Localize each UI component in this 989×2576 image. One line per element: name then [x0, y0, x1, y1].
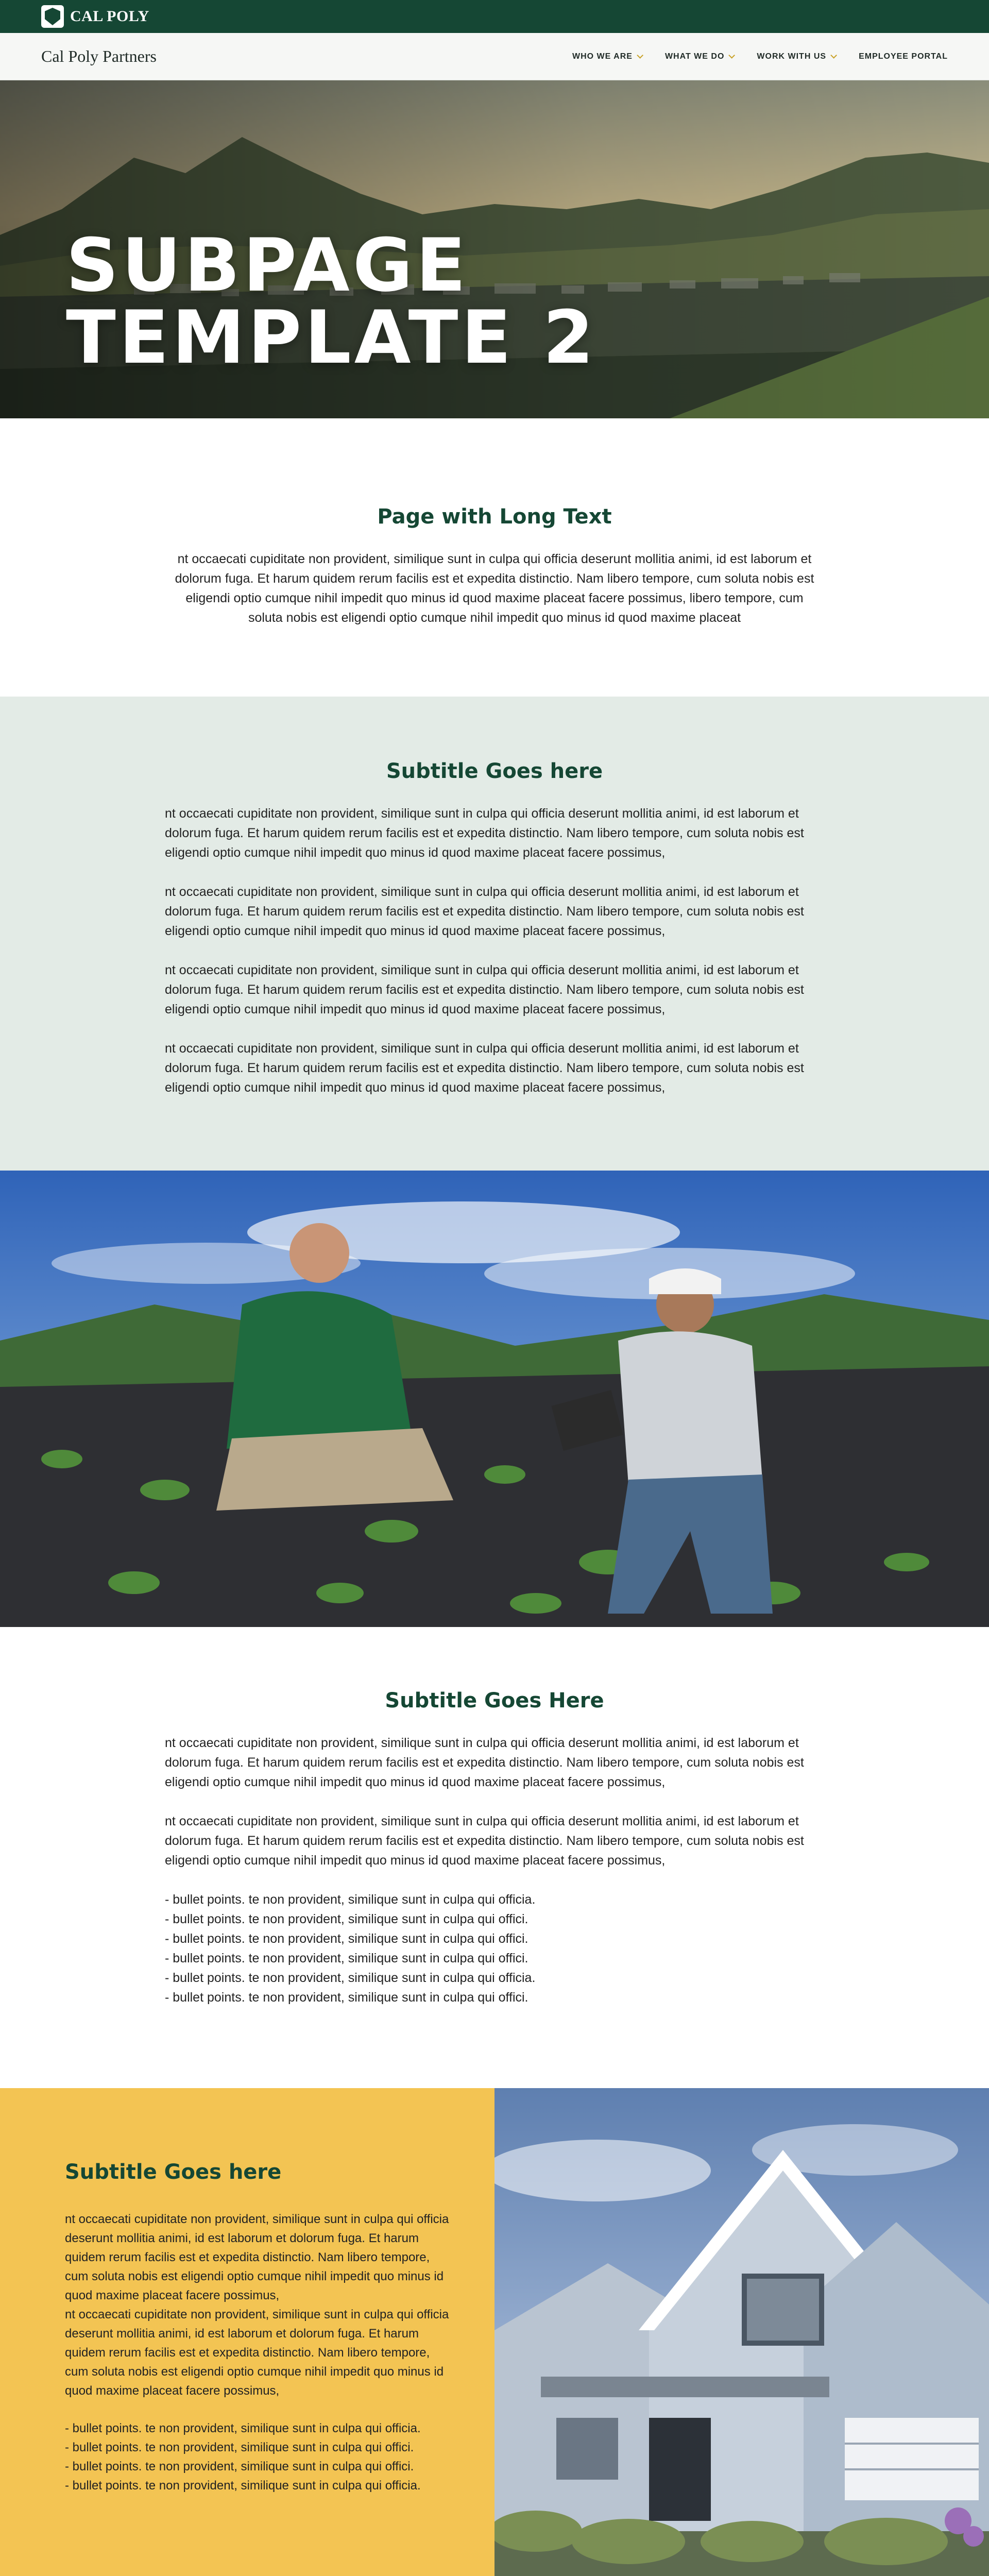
hero-title-line-1: SUBPAGE	[66, 223, 469, 308]
nav-employee-portal[interactable]	[859, 52, 948, 61]
farm-field-photo	[0, 1171, 989, 1627]
cal-poly-logo[interactable]	[41, 5, 149, 28]
bullet-list	[65, 2419, 453, 2495]
nav-who-we-are[interactable]	[572, 52, 641, 61]
body-paragraph: nt occaecati cupiditate non provident, similique sunt in culpa qui officia deserunt mollitia animi, id est laborum et dolorum fuga. Et harum quidem rerum facilis est et expedita distinctio. Nam libero tempore, cum soluta nobis est eligendi optio cumque nihil impedit quo minus id quod maxime placeat facere possimus,	[65, 2212, 449, 2302]
bullet-list	[165, 1890, 824, 2007]
chevron-down-icon	[637, 52, 643, 59]
body-paragraph: nt occaecati cupiditate non provident, similique sunt in culpa qui officia deserunt mollitia animi, id est laborum et dolorum fuga. Et harum quidem rerum facilis est et expedita distinctio. Nam libero tempore, cum soluta nobis est eligendi optio cumque nihil impedit quo minus id quod maxime placeat facere possimus,	[165, 885, 804, 938]
body-paragraph: nt occaecati cupiditate non provident, similique sunt in culpa qui officia deserunt mollitia animi, id est laborum et dolorum fuga. Et harum quidem rerum facilis est et expedita distinctio. Nam libero tempore, cum soluta nobis est eligendi optio cumque nihil impedit quo minus id quod maxime placeat facere possimus,	[165, 963, 804, 1016]
brand-bar	[0, 0, 989, 33]
body-paragraph: nt occaecati cupiditate non provident, similique sunt in culpa qui officia deserunt mollitia animi, id est laborum et dolorum fuga. Et harum quidem rerum facilis est et expedita distinctio. Nam libero tempore, cum soluta nobis est eligendi optio cumque nihil impedit quo minus id quod maxime placeat facere possimus,	[165, 1814, 804, 1868]
split-section	[0, 2088, 989, 2576]
nav-label: EMPLOYEE PORTAL	[859, 52, 948, 61]
chevron-down-icon	[830, 52, 837, 59]
section-heading: Subtitle Goes here	[65, 2160, 282, 2184]
house-photo	[494, 2088, 989, 2576]
split-text-panel	[0, 2088, 494, 2576]
bullet-item: - bullet points. te non provident, similique sunt in culpa qui offici.	[165, 1951, 528, 1965]
nav-what-we-do[interactable]	[665, 52, 733, 61]
hero-banner	[0, 80, 989, 418]
body-paragraph: nt occaecati cupiditate non provident, similique sunt in culpa qui officia deserunt mollitia animi, id est laborum et dolorum fuga. Et harum quidem rerum facilis est et expedita distinctio. Nam libero tempore, cum soluta nobis est eligendi optio cumque nihil impedit quo minus id quod maxime placeat facere possimus,	[165, 1736, 804, 1789]
chevron-down-icon	[729, 52, 736, 59]
section-heading: Page with Long Text	[377, 505, 612, 529]
split-image-panel	[494, 2088, 989, 2576]
bullet-item: - bullet points. te non provident, similique sunt in culpa qui officia.	[165, 1892, 536, 1907]
white-text-section	[0, 1627, 989, 2088]
body-paragraph: nt occaecati cupiditate non provident, similique sunt in culpa qui officia deserunt mollitia animi, id est laborum et dolorum fuga. Et harum quidem rerum facilis est et expedita distinctio. Nam libero tempore, cum soluta nobis est eligendi optio cumque nihil impedit quo minus id quod maxime placeat facere possimus,	[65, 2308, 449, 2398]
bullet-item: - bullet points. te non provident, similique sunt in culpa qui officia.	[65, 2421, 421, 2435]
brand-wordmark: CAL POLY	[70, 8, 149, 25]
long-text-body: nt occaecati cupiditate non provident, similique sunt in culpa qui officia deserunt mollitia animi, id est laborum et dolorum fuga. Et harum quidem rerum facilis est et expedita distinctio. Nam libero tempore, cum soluta nobis est eligendi optio cumque nihil impedit quo minus id quod maxime placeat facere possimus, libero tempore, cum soluta nobis est eligendi optio cumque nihil impedit quo minus id quod maxime placeat	[175, 552, 814, 625]
mint-text-section	[0, 697, 989, 1171]
bullet-item: - bullet points. te non provident, similique sunt in culpa qui officia.	[165, 1971, 536, 1985]
bullet-item: - bullet points. te non provident, similique sunt in culpa qui offici.	[165, 1990, 528, 2005]
main-nav	[572, 52, 948, 61]
body-paragraph: nt occaecati cupiditate non provident, similique sunt in culpa qui officia deserunt mollitia animi, id est laborum et dolorum fuga. Et harum quidem rerum facilis est et expedita distinctio. Nam libero tempore, cum soluta nobis est eligendi optio cumque nihil impedit quo minus id quod maxime placeat facere possimus,	[165, 1041, 804, 1095]
bullet-item: - bullet points. te non provident, similique sunt in culpa qui officia.	[65, 2479, 421, 2493]
nav-work-with-us[interactable]	[757, 52, 835, 61]
site-header	[0, 33, 989, 80]
nav-label: WHAT WE DO	[664, 52, 725, 61]
hero-title-line-2: TEMPLATE 2	[66, 295, 597, 380]
nav-label: WHO WE ARE	[572, 52, 633, 61]
nav-label: WORK WITH US	[757, 52, 827, 61]
bullet-item: - bullet points. te non provident, similique sunt in culpa qui offici.	[65, 2460, 414, 2473]
cal-poly-seal-icon	[41, 5, 64, 28]
bullet-item: - bullet points. te non provident, similique sunt in culpa qui offici.	[165, 1931, 528, 1946]
site-title[interactable]: Cal Poly Partners	[41, 47, 157, 65]
bullet-item: - bullet points. te non provident, similique sunt in culpa qui offici.	[65, 2441, 414, 2454]
body-paragraph: nt occaecati cupiditate non provident, similique sunt in culpa qui officia deserunt mollitia animi, id est laborum et dolorum fuga. Et harum quidem rerum facilis est et expedita distinctio. Nam libero tempore, cum soluta nobis est eligendi optio cumque nihil impedit quo minus id quod maxime placeat facere possimus,	[165, 806, 804, 860]
photo-band	[0, 1171, 989, 1627]
hero-title	[66, 223, 597, 380]
section-heading: Subtitle Goes Here	[385, 1689, 604, 1713]
section-heading: Subtitle Goes here	[386, 759, 603, 783]
bullet-item: - bullet points. te non provident, similique sunt in culpa qui offici.	[165, 1912, 528, 1926]
long-text-section	[0, 418, 989, 697]
